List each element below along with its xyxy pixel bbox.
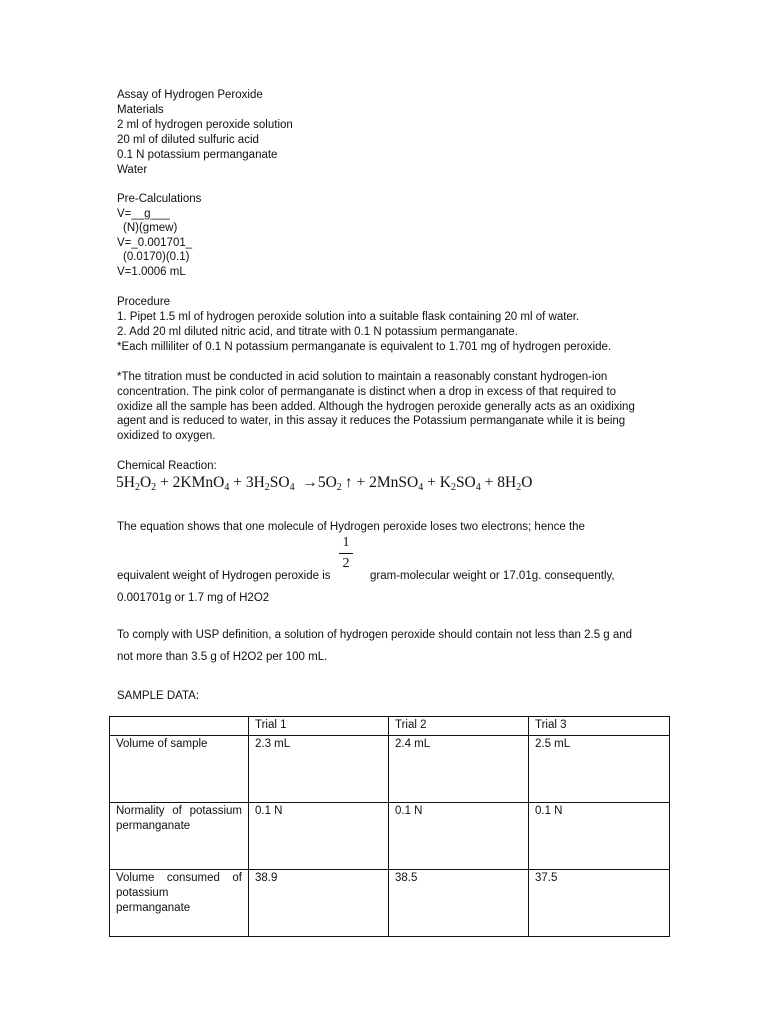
row-label: Volume of sample	[110, 736, 249, 803]
note-line: oxidized to oxygen.	[117, 430, 216, 442]
one-half-fraction	[339, 535, 353, 572]
table-row	[110, 736, 670, 803]
note-line: *The titration must be conducted in acid solution to maintain a reasonably constant hydrogen-ion	[117, 371, 608, 383]
precalc-denominator: (0.0170)(0.1)	[123, 251, 190, 263]
row-label: Volume consumed of potassium permanganate	[110, 870, 249, 937]
table-cell: 2.3 mL	[249, 736, 389, 803]
material-item: 0.1 N potassium permanganate	[117, 149, 278, 161]
procedure-step: 1. Pipet 1.5 ml of hydrogen peroxide solution into a suitable flask containing 20 ml of water.	[117, 311, 580, 323]
sample-data-table	[109, 716, 670, 937]
precalc-denominator: (N)(gmew)	[123, 222, 178, 234]
precalc-numerator: _0.001701_	[131, 237, 193, 249]
fraction-denominator: 2	[342, 556, 350, 571]
header-cell: Trial 2	[389, 717, 529, 736]
precalc-v-label: V=	[117, 237, 132, 249]
precalc-formula	[117, 207, 170, 221]
materials-heading: Materials	[117, 104, 164, 116]
note-line: oxidize all the sample has been added. Although the hydrogen peroxide generally acts as an oxidixing	[117, 401, 635, 413]
usp-line: not more than 3.5 g of H2O2 per 100 mL.	[117, 651, 328, 663]
procedure-note: *Each milliliter of 0.1 N potassium permanganate is equivalent to 1.701 mg of hydrogen peroxide.	[117, 341, 612, 353]
table-cell: 0.1 N	[389, 803, 529, 870]
table-cell: 38.9	[249, 870, 389, 937]
table-cell: 38.5	[389, 870, 529, 937]
table-cell: 37.5	[529, 870, 670, 937]
procedure-step: 2. Add 20 ml diluted nitric acid, and titrate with 0.1 N potassium permanganate.	[117, 326, 518, 338]
table-cell: 0.1 N	[529, 803, 670, 870]
precalc-v-label: V=	[117, 208, 132, 220]
usp-line: To comply with USP definition, a solution of hydrogen peroxide should contain not less than 2.5 g and	[117, 629, 633, 641]
table-cell: 2.4 mL	[389, 736, 529, 803]
explanation-line-before: equivalent weight of Hydrogen peroxide is	[117, 570, 331, 582]
precalc-heading: Pre-Calculations	[117, 193, 202, 205]
table-header-row	[110, 717, 670, 736]
fraction-bar	[339, 553, 353, 554]
material-item: 2 ml of hydrogen peroxide solution	[117, 119, 293, 131]
sample-data-heading: SAMPLE DATA:	[117, 690, 200, 702]
note-line: concentration. The pink color of permanganate is distinct when a drop in excess of that required to	[117, 386, 617, 398]
header-cell: Trial 3	[529, 717, 670, 736]
note-line: agent and is reduced to water, in this assay it reduces the Potassium permanganate while it is being	[117, 415, 626, 427]
table-cell: 0.1 N	[249, 803, 389, 870]
precalc-numerator: __g___	[131, 208, 170, 220]
header-cell	[110, 717, 249, 736]
precalc-substituted	[117, 236, 192, 250]
table-row	[110, 870, 670, 937]
fraction-numerator: 1	[342, 535, 350, 550]
table-row	[110, 803, 670, 870]
reaction-heading: Chemical Reaction:	[117, 460, 217, 472]
row-label: Normality of potassium permanganate	[110, 803, 249, 870]
explanation-line-after: gram-molecular weight or 17.01g. consequently,	[370, 570, 615, 582]
header-cell: Trial 1	[249, 717, 389, 736]
table-cell: 2.5 mL	[529, 736, 670, 803]
procedure-heading: Procedure	[117, 296, 171, 308]
material-item: Water	[117, 164, 148, 176]
chemical-equation: $5H_2O_2$ + 2KMnO$_4$ + $3H_2SO_4 \to 5O_2$ ↑ + 2MnSO$_4$ + $K_2SO_4 + 8H_2O$	[116, 474, 533, 493]
explanation-line: The equation shows that one molecule of Hydrogen peroxide loses two electrons; hence the	[117, 521, 585, 533]
doc-title: Assay of Hydrogen Peroxide	[117, 89, 263, 101]
material-item: 20 ml of diluted sulfuric acid	[117, 134, 259, 146]
precalc-result: V=1.0006 mL	[117, 266, 186, 278]
explanation-result: 0.001701g or 1.7 mg of H2O2	[117, 592, 270, 604]
